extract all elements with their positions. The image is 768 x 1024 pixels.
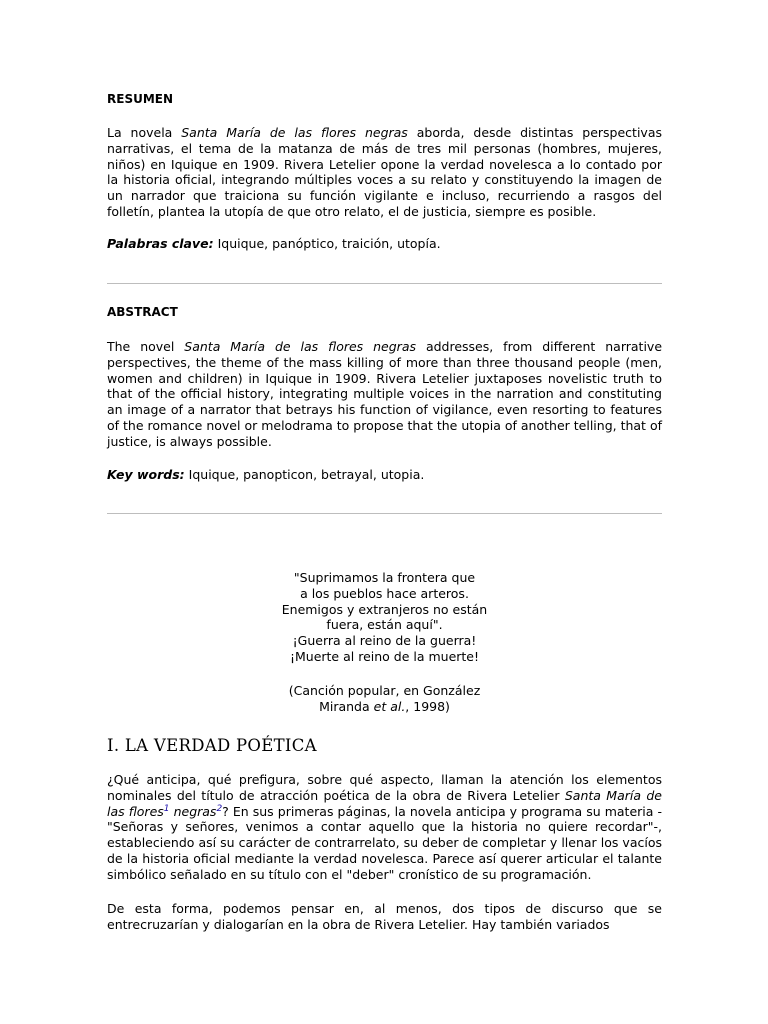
resumen-heading: RESUMEN	[107, 92, 174, 106]
citation-et-al: et al.	[373, 698, 406, 714]
citation-year: , 1998)	[405, 698, 450, 714]
resumen-text-start: La novela	[107, 125, 182, 140]
epigraph-citation	[107, 683, 662, 715]
epigraph-line: ¡Muerte al reino de la muerte!	[289, 648, 480, 664]
section1-paragraph-2: De esta forma, podemos pensar en, al menos, dos tipos de discurso que se entrecruzarían y dialogarían en la obra de Rivera Letelier. Hay también variados	[107, 901, 662, 932]
footnote-link-2[interactable]: 2	[216, 803, 223, 814]
resumen-novel-title: Santa María de las flores negras	[181, 125, 408, 140]
resumen-paragraph	[107, 125, 662, 220]
palabras-clave-line	[107, 236, 441, 252]
epigraph-verse	[107, 570, 662, 665]
citation-author: Miranda	[319, 698, 374, 714]
section1-paragraph-1	[107, 772, 662, 883]
section-title: I. LA VERDAD POÉTICA	[107, 736, 317, 755]
abstract-heading: ABSTRACT	[107, 305, 178, 319]
key-words-text: Iquique, panopticon, betrayal, utopia.	[184, 467, 425, 482]
resumen-text-rest: aborda, desde distintas perspectivas narrativas, el tema de la matanza de más de tres mil personas (hombres, mujeres, niños) en Iquique en 1909. Rivera Letelier opone la verdad novelesca a lo contado por la historia oficial, integrando múltiples voces a su relato y constituyendo la imagen de un narrador que traiciona su función vigilante e incluso, recurriendo a rasgos del folletín, plantea la utopía de que otro relato, el de justicia, siempre es posible.	[107, 125, 662, 219]
section1-text-rest: ? En sus primeras páginas, la novela anticipa y programa su materia -"Señoras y señores, venimos a contar aquello que la historia no quiere recordar"-, estableciendo así su carácter de contrarrelato, su deber de completar y llenar los vacíos de la historia oficial mediante la verdad novelesca. Parece así querer articular el talante simbólico señalado en su título con el "deber" cronístico de su programación.	[107, 803, 662, 882]
section1-text-start: ¿Qué anticipa, qué prefigura, sobre qué aspecto, llaman la atención los elementos nominales del título de atracción poética de la obra de Rivera Letelier	[107, 772, 662, 803]
novel-title-part-2: negras	[169, 803, 217, 819]
palabras-clave-text: Iquique, panóptico, traición, utopía.	[213, 236, 441, 251]
abstract-text-start: The novel	[107, 339, 185, 354]
epigraph-line: ¡Guerra al reino de la guerra!	[292, 633, 477, 649]
citation-line-1: (Canción popular, en González	[288, 683, 481, 698]
epigraph-line: Enemigos y extranjeros no están	[281, 601, 488, 617]
section-divider-2	[107, 513, 662, 514]
key-words-line	[107, 467, 424, 483]
abstract-novel-title: Santa María de las flores negras	[184, 339, 416, 354]
epigraph-line: fuera, están aquí".	[326, 617, 443, 633]
section-divider-1	[107, 283, 662, 284]
footnote-link-1[interactable]: 1	[163, 803, 170, 814]
epigraph-line: "Suprimamos la frontera que	[293, 570, 476, 585]
key-words-label: Key words:	[107, 467, 185, 482]
abstract-paragraph	[107, 339, 662, 450]
palabras-clave-label: Palabras clave:	[107, 236, 214, 251]
epigraph-line: a los pueblos hace arteros.	[300, 585, 469, 601]
abstract-text-rest: addresses, from different narrative perspectives, the theme of the mass killing of more than three thousand people (men, women and children) in Iquique in 1909. Rivera Letelier juxtaposes novelistic truth to that of the official history, integrating multiple voices in the narration and constituting an image of a narrator that betrays his function of vigilance, even resorting to features of the romance novel or melodrama to propose that the utopia of another telling, that of justice, is always possible.	[107, 339, 663, 449]
novel-title-part-1: Santa María de las flores	[107, 787, 662, 819]
citation-line-2	[107, 699, 662, 715]
